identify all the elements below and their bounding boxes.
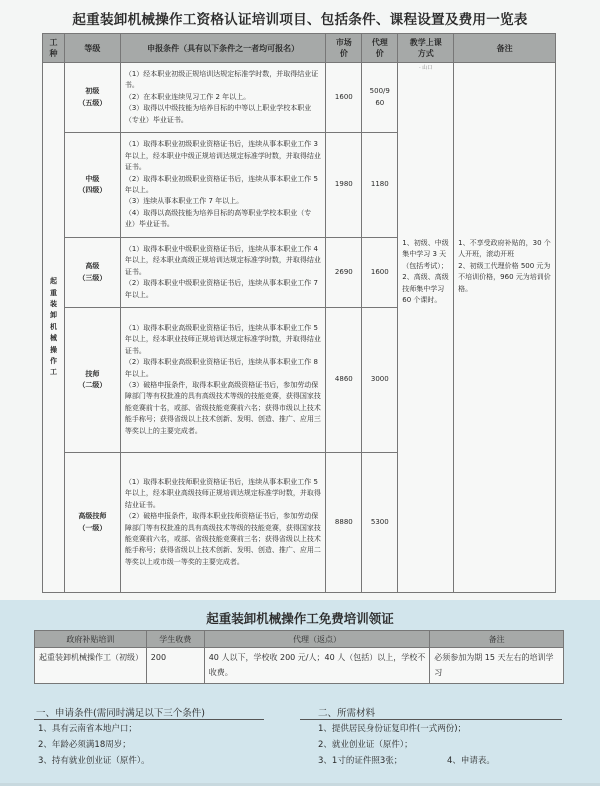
method-cell — [398, 63, 454, 593]
condition-item: （1）取得本职业高级职业资格证书后，连续从事本职业工作 5 年以上，经本职业技师正规培训达规定标准学时数，并取得结业证书。 — [124, 323, 321, 355]
job-type-cell: 起 重 装 卸 机 械 操 作 工 — [43, 63, 65, 593]
agent-rebate-cell: 40 人以下，学校收 200 元/人；40 人（包括）以上，学校不收费。 — [204, 648, 430, 684]
level-cell: 初级 （五级） — [64, 63, 120, 133]
conditions-cell — [120, 238, 326, 308]
market-price-cell: 8880 — [326, 453, 362, 593]
conditions-cell — [120, 63, 326, 133]
free-note-cell: 必须参加为期 15 天左右的培训学习 — [430, 648, 564, 684]
materials-divider — [300, 719, 562, 720]
header-student-fee: 学生收费 — [146, 631, 204, 648]
agent-price-cell: 3000 — [362, 308, 398, 453]
conditions-cell — [120, 133, 326, 238]
level-cell: 中级 （四级） — [64, 133, 120, 238]
level-cell: 高级 （三级） — [64, 238, 120, 308]
page-title: 起重装卸机械操作工资格认证培训项目、包括条件、课程设置及费用一览表 — [72, 12, 528, 28]
condition-item: （1）取得本职业初级职业资格证书后，连续从事本职业工作 3 年以上，经本职业中级正规培训达规定标准学时数，并取得结业证书。 — [124, 140, 321, 172]
header-note: 备注 — [430, 631, 564, 648]
material-item: 3、1寸的证件照3张； — [318, 756, 403, 766]
training-name-cell: 起重装卸机械操作工（初级） — [35, 648, 147, 684]
agent-price-cell: 5300 — [362, 453, 398, 593]
market-price-cell: 1980 — [326, 133, 362, 238]
free-training-table — [34, 630, 564, 684]
note-text: 1、不享受政府补贴的，30 个人开班，滚动开班 2、初级工代理价格 500 元为不培训价格，960 元为培训价格。 — [458, 239, 551, 293]
header-agent-price: 代理 价 — [362, 34, 398, 63]
condition-item: （2）取得本职业初级职业资格证书后，连续从事本职业工作 5 年以上。 — [124, 174, 318, 194]
level-cell: 技师 （二级） — [64, 308, 120, 453]
header-market-price: 市场 价 — [326, 34, 362, 63]
condition-item: （2）取得本职业高级职业资格证书后，连续从事本职业工作 8 年以上。 — [124, 358, 318, 378]
requirement-item: 1、具有云南省本地户口； — [38, 724, 137, 734]
header-note: 备注 — [454, 34, 556, 63]
table-row — [35, 648, 564, 684]
requirement-item: 2、年龄必须满18周岁； — [38, 740, 131, 750]
student-fee-cell: 200 — [146, 648, 204, 684]
note-cell — [454, 63, 556, 593]
header-type: 工 种 — [43, 34, 65, 63]
condition-item: （1）取得本职业技师职业资格证书后，连续从事本职业工作 5 年以上，经本职业高级技师正规培训达规定标准学时数，并取得结业证书。 — [124, 477, 321, 509]
condition-item: （4）取得以高级技能为培养目标的高等职业学校本职业（专业）毕业证书。 — [124, 208, 312, 229]
market-price-cell: 1600 — [326, 63, 362, 133]
header-conditions: 申报条件（具有以下条件之一者均可报名） — [120, 34, 326, 63]
agent-price-cell: 500/9 60 — [362, 63, 398, 133]
header-method: 教学上课 方式 — [398, 34, 454, 63]
method-top-mark: · 山口 — [419, 65, 433, 71]
condition-item: （3）连续从事本职业工作 7 年以上。 — [124, 197, 244, 206]
method-text: 1、初级、中级集中学习 3 天（包括考试）； 2、高级、高级技师集中学习 60 个课时。 — [402, 239, 449, 305]
header-subsidy: 政府补贴培训 — [35, 631, 147, 648]
condition-item: （1）取得本职业中级职业资格证书后，连续从事本职业工作 4 年以上，经本职业高级正规培训达规定标准学时数，并取得结业证书。 — [124, 244, 321, 276]
condition-item: （2）取得本职业中级职业资格证书后，连续从事本职业工作 7 年以上。 — [124, 279, 318, 299]
qualification-table — [42, 33, 556, 593]
material-item: 2、就业创业证（原件）； — [318, 740, 413, 750]
condition-item: （2）破格申报条件，取得本职业技师资格证书后，参加劳动保障部门等有权批准的具有高级技术等级的技能竞赛，获得国家技能竞赛前六名，或部、省级技能竞赛前三名；获得省级以上技术能手称号；获得省级以上技术创新、发明、创造、推广、应用二等奖以上或市级一等奖的主要完成者。 — [124, 512, 321, 566]
header-level: 等级 — [64, 34, 120, 63]
material-item: 4、申请表。 — [447, 756, 495, 766]
materials-title: 二、所需材料 — [318, 708, 376, 719]
condition-item: （1）经本职业初级正规培训达规定标准学时数，并取得结业证书。 — [124, 69, 319, 90]
condition-item: （3）破格申报条件，取得本职业高级资格证书后，参加劳动保障部门等有权批准的具有高级技术等级的技能竞赛，获得国家技能竞赛前十名，或部、省级技能竞赛前六名；获得市级以上技术能手称号；获得省级以上技术创新、发明、创造、推广、应用三等奖以上的主要完成者。 — [124, 381, 321, 435]
conditions-cell — [120, 308, 326, 453]
agent-price-cell: 1180 — [362, 133, 398, 238]
level-cell: 高级技师 （一级） — [64, 453, 120, 593]
market-price-cell: 4860 — [326, 308, 362, 453]
table-header-row — [35, 631, 564, 648]
free-training-title: 起重装卸机械操作工免费培训领证 — [206, 611, 394, 626]
material-item: 1、提供居民身份证复印件(一式两份)； — [318, 724, 467, 734]
table-row — [43, 63, 556, 133]
requirements-title: 一、申请条件(需同时满足以下三个条件) — [36, 708, 205, 719]
requirements-divider — [34, 719, 264, 720]
agent-price-cell: 1600 — [362, 238, 398, 308]
requirement-item: 3、持有就业创业证（原件）。 — [38, 756, 150, 766]
header-agent-rebate: 代理（返点） — [204, 631, 430, 648]
condition-item: （3）取得以中级技能为培养目标的中等以上职业学校本职业（专业）毕业证书。 — [124, 104, 312, 124]
condition-item: （2）在本职业连续见习工作 2 年以上。 — [124, 92, 251, 101]
market-price-cell: 2690 — [326, 238, 362, 308]
conditions-cell — [120, 453, 326, 593]
table-header-row — [43, 34, 556, 63]
